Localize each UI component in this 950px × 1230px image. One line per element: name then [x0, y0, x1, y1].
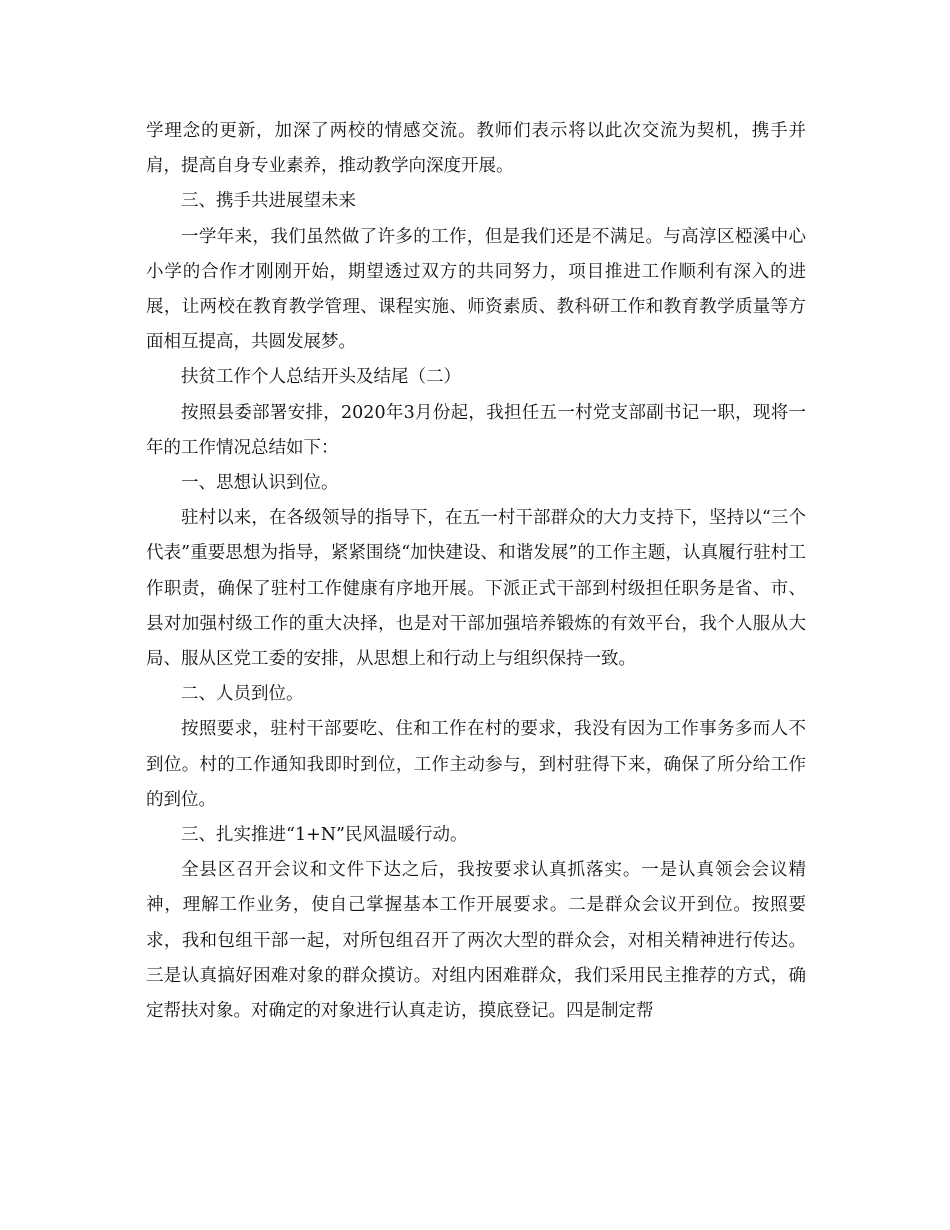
document-body — [146, 114, 806, 1029]
paragraph: 学理念的更新，加深了两校的情感交流。教师们表示将以此次交流为契机，携手并肩，提高自身专业素养，推动教学向深度开展。 — [146, 121, 806, 177]
paragraph: 驻村以来，在各级领导的指导下，在五一村干部群众的大力支持下，坚持以“三个代表”重要思想为指导，紧紧围绕“加快建设、和谐发展”的工作主题，认真履行驻村工作职责，确保了驻村工作健康有序地开展。下派正式干部到村级担任职务是省、市、县对加强村级工作的重大决择，也是对干部加强培养锻炼的有效平台，我个人服从大局、服从区党工委的安排，从思想上和行动上与组织保持一致。 — [146, 508, 806, 670]
section-heading: 一、思想认识到位。 — [181, 473, 339, 494]
section-heading: 三、扎实推进“1+N”民风温暖行动。 — [181, 825, 468, 846]
paragraph: 一学年来，我们虽然做了许多的工作，但是我们还是不满足。与高淳区椏溪中心小学的合作才刚刚开始，期望透过双方的共同努力，项目推进工作顺利有深入的进展，让两校在教育教学管理、课程实施、师资素质、教科研工作和教育教学质量等方面相互提高，共圆发展梦。 — [146, 226, 806, 353]
paragraph: 全县区召开会议和文件下达之后，我按要求认真抓落实。一是认真领会会议精神，理解工作业务，使自己掌握基本工作开展要求。二是群众会议开到位。按照要求，我和包组干部一起，对所包组召开了两次大型的群众会，对相关精神进行传达。三是认真搞好困难对象的群众摸访。对组内困难群众，我们采用民主推荐的方式，确定帮扶对象。对确定的对象进行认真走访，摸底登记。四是制定帮 — [146, 860, 806, 1022]
paragraph: 按照要求，驻村干部要吃、住和工作在村的要求，我没有因为工作事务多而人不到位。村的工作通知我即时到位，工作主动参与，到村驻得下来，确保了所分给工作的到位。 — [146, 719, 806, 810]
paragraph: 按照县委部署安排，2020年3月份起，我担任五一村党支部副书记一职，现将一年的工作情况总结如下： — [146, 402, 806, 458]
document-subtitle: 扶贫工作个人总结开头及结尾（二） — [181, 367, 461, 388]
section-heading: 二、人员到位。 — [181, 684, 304, 705]
section-heading: 三、携手共进展望未来 — [181, 191, 356, 212]
